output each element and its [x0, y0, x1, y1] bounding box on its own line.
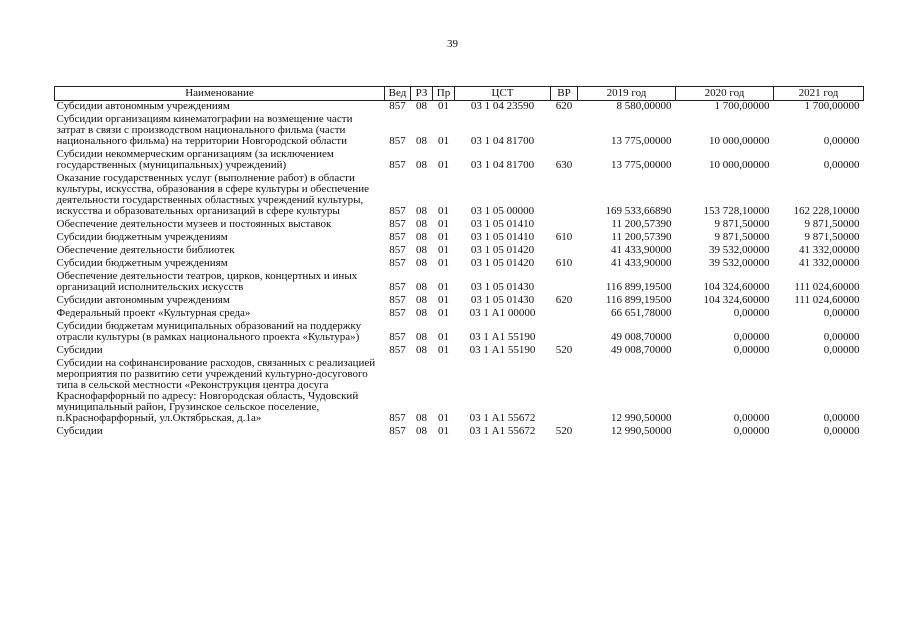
cell-y2021: 111 024,60000 — [794, 281, 860, 293]
cell-y2020: 0,00000 — [733, 425, 770, 437]
page-number: 39 — [447, 38, 458, 50]
cell-y2019: 11 200,57390 — [611, 231, 672, 243]
cell-name: Субсидии автономным учреждениям — [56, 294, 230, 306]
cell-y2019: 169 533,66890 — [605, 205, 672, 217]
cell-name: Федеральный проект «Культурная среда» — [56, 307, 251, 319]
cell-rz: 08 — [416, 218, 427, 230]
cell-rz: 08 — [416, 281, 427, 293]
cell-vr: 610 — [555, 257, 573, 269]
cell-y2020: 104 324,60000 — [703, 294, 770, 306]
cell-cst: 03 1 05 01430 — [470, 294, 535, 306]
cell-cst: 03 1 05 01420 — [470, 257, 535, 269]
cell-cst: 03 1 04 81700 — [470, 135, 535, 147]
cell-y2020: 0,00000 — [733, 344, 770, 356]
cell-cst: 03 1 05 00000 — [470, 205, 535, 217]
cell-y2021: 0,00000 — [823, 159, 860, 171]
cell-ved: 857 — [389, 231, 406, 243]
header-cst: ЦСТ — [455, 87, 551, 101]
table-row — [55, 114, 864, 149]
cell-cst: 03 1 А1 55190 — [469, 331, 536, 343]
cell-vr: 620 — [555, 294, 573, 306]
cell-vr — [551, 358, 578, 426]
cell-pr: 01 — [438, 281, 449, 293]
cell-name: Субсидии организациям кинематографии на возмещение части затрат в связи с производством национального фильма (части национального фильма) на территории Новгородской области — [56, 113, 353, 147]
cell-y2021: 9 871,50000 — [804, 218, 860, 230]
cell-vr: 520 — [555, 344, 573, 356]
cell-cst: 03 1 04 23590 — [470, 100, 535, 112]
table-row — [55, 358, 864, 426]
cell-y2020: 39 532,00000 — [709, 244, 770, 256]
cell-y2019: 12 990,50000 — [611, 425, 672, 437]
cell-y2019: 11 200,57390 — [611, 218, 672, 230]
cell-name: Субсидии некоммерческим организациям (за исключением государственных (муниципальных) учреждений) — [56, 148, 334, 171]
cell-y2019: 49 008,70000 — [611, 344, 672, 356]
cell-rz: 08 — [416, 425, 427, 437]
cell-vr — [551, 271, 578, 295]
cell-rz: 08 — [416, 159, 427, 171]
cell-ved: 857 — [389, 135, 406, 147]
cell-y2019: 8 580,00000 — [616, 100, 672, 112]
cell-pr: 01 — [438, 307, 449, 319]
cell-vr: 610 — [555, 231, 573, 243]
cell-y2019: 49 008,70000 — [611, 331, 672, 343]
cell-ved: 857 — [389, 281, 406, 293]
cell-name: Обеспечение деятельности музеев и постоянных выставок — [56, 218, 332, 230]
cell-y2019: 41 433,90000 — [611, 244, 672, 256]
cell-y2021: 0,00000 — [823, 425, 860, 437]
cell-vr: 630 — [555, 159, 573, 171]
cell-y2021: 0,00000 — [823, 412, 860, 424]
cell-y2020: 1 700,00000 — [714, 100, 770, 112]
cell-pr: 01 — [438, 218, 449, 230]
cell-y2020: 9 871,50000 — [714, 218, 770, 230]
header-vr: ВР — [551, 87, 578, 101]
header-ved: Вед — [385, 87, 411, 101]
cell-cst: 03 1 А1 55672 — [469, 412, 536, 424]
cell-rz: 08 — [416, 205, 427, 217]
cell-name: Субсидии — [56, 344, 103, 356]
table-row — [55, 101, 864, 115]
cell-ved: 857 — [389, 218, 406, 230]
cell-ved: 857 — [389, 159, 406, 171]
cell-y2021: 162 228,10000 — [793, 205, 860, 217]
cell-y2020: 10 000,00000 — [709, 159, 770, 171]
cell-name: Субсидии бюджетным учреждениям — [56, 231, 228, 243]
cell-y2019: 116 899,19500 — [605, 281, 672, 293]
header-rz: РЗ — [411, 87, 433, 101]
cell-cst: 03 1 А1 55190 — [469, 344, 536, 356]
cell-y2021: 0,00000 — [823, 344, 860, 356]
cell-rz: 08 — [416, 244, 427, 256]
cell-pr: 01 — [438, 100, 449, 112]
cell-y2021: 0,00000 — [823, 135, 860, 147]
cell-name: Оказание государственных услуг (выполнение работ) в области культуры, искусства, образования в сфере культуры и обеспечение деятельности государственных областных учреждений культуры, искусства и образовательных организаций в сфере культуры — [56, 172, 369, 217]
cell-rz: 08 — [416, 231, 427, 243]
cell-ved: 857 — [389, 307, 406, 319]
cell-vr — [551, 321, 578, 345]
cell-y2021: 1 700,00000 — [804, 100, 860, 112]
cell-y2019: 12 990,50000 — [611, 412, 672, 424]
cell-cst: 03 1 05 01420 — [470, 244, 535, 256]
cell-rz: 08 — [416, 294, 427, 306]
cell-rz: 08 — [416, 100, 427, 112]
cell-cst: 03 1 05 01410 — [470, 218, 535, 230]
cell-y2019: 13 775,00000 — [611, 159, 672, 171]
cell-name: Обеспечение деятельности библиотек — [56, 244, 235, 256]
header-pr: Пр — [433, 87, 455, 101]
cell-name: Субсидии — [56, 425, 103, 437]
cell-name: Субсидии автономным учреждениям — [56, 100, 230, 112]
cell-rz: 08 — [416, 257, 427, 269]
cell-y2020: 39 532,00000 — [709, 257, 770, 269]
cell-pr: 01 — [438, 344, 449, 356]
cell-ved: 857 — [389, 205, 406, 217]
cell-ved: 857 — [389, 257, 406, 269]
cell-vr — [551, 173, 578, 219]
cell-ved: 857 — [389, 412, 406, 424]
cell-pr: 01 — [438, 331, 449, 343]
cell-ved: 857 — [389, 425, 406, 437]
cell-rz: 08 — [416, 135, 427, 147]
cell-cst: 03 1 05 01430 — [470, 281, 535, 293]
cell-ved: 857 — [389, 344, 406, 356]
table-header — [55, 87, 864, 101]
cell-rz: 08 — [416, 344, 427, 356]
header-2020: 2020 год — [676, 87, 774, 101]
table-row — [55, 426, 864, 439]
cell-y2019: 13 775,00000 — [611, 135, 672, 147]
cell-y2020: 0,00000 — [733, 331, 770, 343]
table-body — [55, 101, 864, 440]
table-row — [55, 173, 864, 219]
cell-pr: 01 — [438, 135, 449, 147]
budget-table — [54, 86, 864, 439]
table-row — [55, 149, 864, 173]
cell-pr: 01 — [438, 412, 449, 424]
cell-vr — [551, 114, 578, 149]
cell-vr — [551, 308, 578, 321]
cell-ved: 857 — [389, 331, 406, 343]
cell-y2019: 41 433,90000 — [611, 257, 672, 269]
cell-ved: 857 — [389, 244, 406, 256]
cell-y2021: 0,00000 — [823, 331, 860, 343]
cell-pr: 01 — [438, 294, 449, 306]
cell-name: Обеспечение деятельности театров, цирков, концертных и иных организаций исполнительских искусств — [56, 270, 358, 293]
cell-pr: 01 — [438, 244, 449, 256]
cell-name: Субсидии на софинансирование расходов, связанных с реализацией мероприятия по развитию сети учреждений культурно-досугового типа в сельской местности «Реконструкция центра досуга Краснофарфорный по адресу: Новгородская область, Чудовский муниципальный район, Грузинское сельское поселение, п.Краснофарфорный, ул.Октябрьская, д.1а» — [56, 357, 376, 424]
cell-y2020: 153 728,10000 — [703, 205, 770, 217]
cell-y2021: 0,00000 — [823, 307, 860, 319]
cell-cst: 03 1 04 81700 — [470, 159, 535, 171]
cell-pr: 01 — [438, 231, 449, 243]
cell-y2021: 41 332,00000 — [799, 244, 860, 256]
cell-pr: 01 — [438, 159, 449, 171]
cell-y2020: 10 000,00000 — [709, 135, 770, 147]
cell-y2021: 9 871,50000 — [804, 231, 860, 243]
cell-pr: 01 — [438, 205, 449, 217]
cell-rz: 08 — [416, 331, 427, 343]
cell-vr: 520 — [555, 425, 573, 437]
cell-y2019: 116 899,19500 — [605, 294, 672, 306]
cell-cst: 03 1 А1 00000 — [469, 307, 536, 319]
cell-y2021: 41 332,00000 — [799, 257, 860, 269]
cell-ved: 857 — [389, 100, 406, 112]
cell-pr: 01 — [438, 257, 449, 269]
header-name: Наименование — [55, 87, 385, 101]
cell-vr: 620 — [555, 100, 573, 112]
table-row — [55, 321, 864, 345]
cell-y2021: 111 024,60000 — [794, 294, 860, 306]
cell-cst: 03 1 05 01410 — [470, 231, 535, 243]
cell-y2020: 0,00000 — [733, 307, 770, 319]
cell-rz: 08 — [416, 307, 427, 319]
header-2021: 2021 год — [774, 87, 864, 101]
header-2019: 2019 год — [578, 87, 676, 101]
cell-y2020: 104 324,60000 — [703, 281, 770, 293]
table-row — [55, 271, 864, 295]
cell-y2020: 0,00000 — [733, 412, 770, 424]
cell-name: Субсидии бюджетным учреждениям — [56, 257, 228, 269]
cell-name: Субсидии бюджетам муниципальных образований на поддержку отрасли культуры (в рамках национального проекта «Культура») — [56, 320, 362, 343]
cell-cst: 03 1 А1 55672 — [469, 425, 536, 437]
cell-y2020: 9 871,50000 — [714, 231, 770, 243]
cell-y2019: 66 651,78000 — [611, 307, 672, 319]
cell-ved: 857 — [389, 294, 406, 306]
cell-rz: 08 — [416, 412, 427, 424]
cell-pr: 01 — [438, 425, 449, 437]
